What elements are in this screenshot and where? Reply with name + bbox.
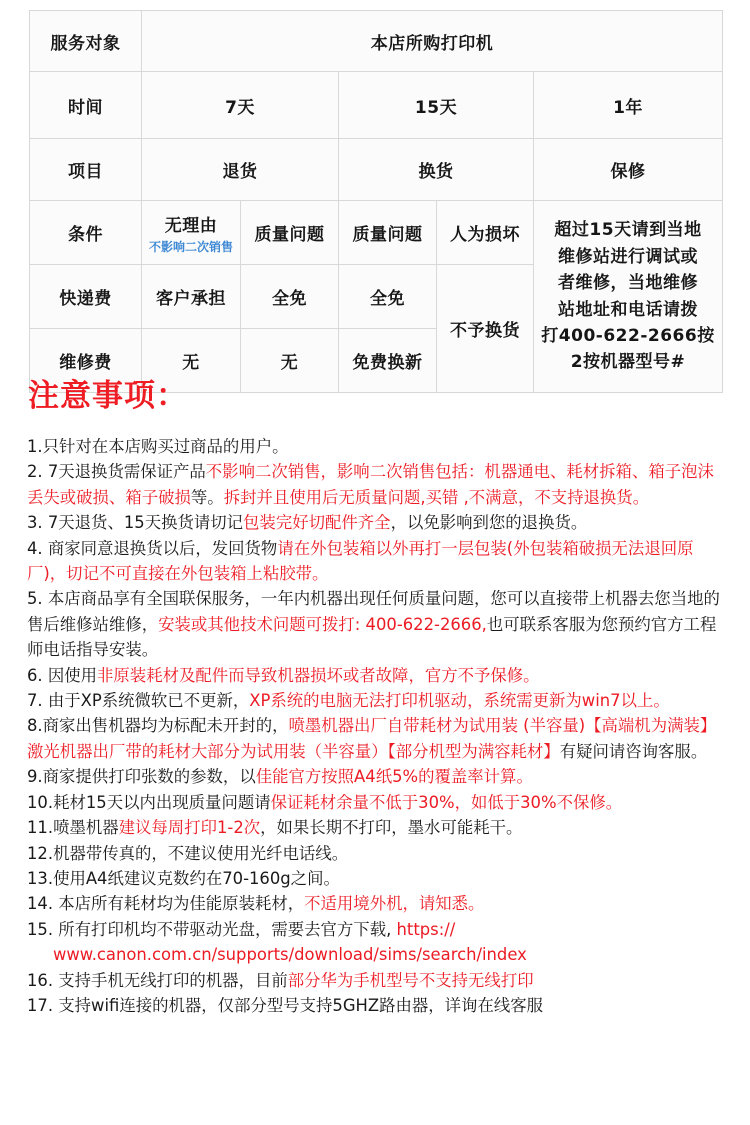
note-text-segment: 9.商家提供打印张数的参数，以 bbox=[27, 767, 256, 787]
note-text-segment: 也可联系客服为您预约官方工程师电话指导安装。 bbox=[27, 614, 717, 660]
notice-heading: 注意事项： bbox=[28, 378, 188, 414]
note-text-segment: ，如果长期不打印，墨水可能耗干。 bbox=[260, 818, 523, 838]
note-text-segment: 14. 本店所有耗材均为佳能原装耗材， bbox=[27, 894, 305, 914]
cell-time-1year: 1年 bbox=[534, 72, 723, 139]
note-text-segment: 建议每周打印1-2次 bbox=[118, 818, 261, 838]
note-text-segment: 17. 支持wifi连接的机器，仅部分型号支持5GHZ路由器，详询在线客服 bbox=[27, 995, 544, 1015]
table-row bbox=[30, 139, 723, 201]
note-text-segment: 7. 由于XP系统微软已不更新， bbox=[27, 691, 250, 711]
row-label-shipping-fee: 快递费 bbox=[30, 265, 142, 329]
note-3 bbox=[27, 510, 727, 535]
note-text-segment: 13.使用A4纸建议克数约在70-160g之间。 bbox=[27, 868, 340, 888]
note-text-segment: 4. 商家同意退换货以后，发回货物 bbox=[27, 538, 278, 558]
cell-warranty-instructions bbox=[534, 201, 723, 393]
cell-shipping-free-1: 全免 bbox=[241, 265, 339, 329]
warranty-line: 打400-622-2666按 bbox=[541, 325, 715, 346]
table-row bbox=[30, 201, 723, 265]
note-text-segment: 请在外包装箱以外再打一层包装(外包装箱破损无法退回原厂)，切记不可直接在外包装箱上粘胶带。 bbox=[27, 538, 694, 584]
note-text-segment: 等。 bbox=[190, 487, 224, 507]
note-text-segment: 拆封并且使用后无质量问题,买错 ,不满意，不支持退换货。 bbox=[223, 487, 650, 507]
table-row bbox=[30, 72, 723, 139]
warranty-line: 站地址和电话请拨 bbox=[558, 299, 698, 320]
note-text-segment: 12.机器带传真的，不建议使用光纤电话线。 bbox=[27, 843, 349, 863]
note-text-segment: 5. 本店商品享有全国联保服务，一年内机器出现任何质量问题，您可以直接带上机器去您当地的售后维修站维修， bbox=[27, 589, 720, 634]
note-text-segment: 保证耗材余量不低于30%，如低于30%不保修。 bbox=[270, 792, 623, 812]
cell-repair-free-replace: 免费换新 bbox=[339, 329, 437, 393]
note-text-segment: 喷墨机器出厂自带耗材为试用装 (半容量)【高端机为满装】激光机器出厂带的耗材大部分为试用装（半容量）【部分机型为满容耗材】 bbox=[27, 716, 717, 761]
note-6 bbox=[27, 663, 727, 688]
condition-no-reason-main: 无理由 bbox=[164, 215, 218, 236]
note-text-segment: 非原装耗材及配件而导致机器损坏或者故障，官方不予保修。 bbox=[97, 665, 540, 685]
cell-condition-human-damage: 人为损坏 bbox=[437, 201, 534, 265]
note-text-segment: https:// bbox=[396, 919, 456, 939]
note-text-segment: www.canon.com.cn/supports/download/sims/search/index bbox=[53, 945, 527, 965]
note-text-segment: 部分华为手机型号不支持无线打印 bbox=[287, 970, 534, 990]
note-text-segment: 3. 7天退货、15天换货请切记 bbox=[27, 513, 244, 533]
note-12 bbox=[27, 841, 727, 866]
warranty-line: 超过15天请到当地 bbox=[554, 220, 702, 241]
note-16 bbox=[27, 968, 727, 993]
cell-condition-quality-exchange: 质量问题 bbox=[339, 201, 437, 265]
note-text-segment: 8.商家出售机器均为标配未开封的， bbox=[27, 716, 289, 736]
note-text-segment: 11.喷墨机器 bbox=[27, 818, 119, 838]
table-row bbox=[30, 11, 723, 72]
note-text-segment: 佳能官方按照A4纸5%的覆盖率计算。 bbox=[255, 767, 533, 787]
note-text-segment: 16. 支持手机无线打印的机器，目前 bbox=[27, 970, 288, 990]
cell-time-7days: 7天 bbox=[142, 72, 339, 139]
note-text-segment: 有疑问请咨询客服。 bbox=[559, 741, 708, 761]
note-text-segment: 2. 7天退换货需保证产品 bbox=[27, 462, 206, 482]
cell-condition-quality-return: 质量问题 bbox=[241, 201, 339, 265]
cell-repair-none-2: 无 bbox=[241, 329, 339, 393]
warranty-line: 维修站进行调试或 bbox=[558, 246, 698, 267]
note-10 bbox=[27, 790, 727, 815]
cell-repair-none-1: 无 bbox=[142, 329, 241, 393]
policy-table-container bbox=[29, 10, 722, 393]
warranty-line: 者维修，当地维修 bbox=[558, 273, 698, 294]
note-5 bbox=[27, 586, 727, 662]
note-8 bbox=[27, 713, 727, 764]
cell-item-exchange: 换货 bbox=[339, 139, 534, 201]
notice-list bbox=[27, 434, 727, 1018]
note-text-segment: ，以免影响到您的退换货。 bbox=[390, 513, 588, 533]
note-text-segment: 6. 因使用 bbox=[27, 665, 98, 685]
row-label-time: 时间 bbox=[30, 72, 142, 139]
note-15 bbox=[27, 917, 727, 968]
note-17 bbox=[27, 993, 727, 1018]
note-text-segment: 安装或其他技术问题可拨打: 400-622-2666, bbox=[158, 614, 487, 634]
cell-shipping-customer-pays: 客户承担 bbox=[142, 265, 241, 329]
row-label-item: 项目 bbox=[30, 139, 142, 201]
note-11 bbox=[27, 815, 727, 840]
cell-no-exchange: 不予换货 bbox=[437, 265, 534, 393]
cell-shipping-free-2: 全免 bbox=[339, 265, 437, 329]
note-1 bbox=[27, 434, 727, 459]
note-text-segment: 不影响二次销售，影响二次销售包括：机器通电、耗材拆箱、箱子泡沫丢失或破损、箱子破损 bbox=[27, 462, 714, 507]
note-text-segment: 10.耗材15天以内出现质量问题请 bbox=[27, 792, 271, 812]
cell-service-target-value: 本店所购打印机 bbox=[142, 11, 723, 72]
row-label-condition: 条件 bbox=[30, 201, 142, 265]
cell-condition-no-reason bbox=[142, 201, 241, 265]
note-text-segment: 15. 所有打印机均不带驱动光盘，需要去官方下载, bbox=[27, 919, 397, 939]
cell-item-warranty: 保修 bbox=[534, 139, 723, 201]
note-9 bbox=[27, 764, 727, 789]
condition-no-reason-note: 不影响二次销售 bbox=[148, 239, 233, 254]
note-text-segment: XP系统的电脑无法打印机驱动，系统需更新为win7以上。 bbox=[249, 691, 670, 711]
cell-item-return: 退货 bbox=[142, 139, 339, 201]
note-7 bbox=[27, 688, 727, 713]
row-label-repair-fee: 维修费 bbox=[30, 329, 142, 393]
note-4 bbox=[27, 536, 727, 587]
row-label-service-target: 服务对象 bbox=[30, 11, 142, 72]
note-14 bbox=[27, 891, 727, 916]
note-2 bbox=[27, 459, 727, 510]
note-text-segment: 包装完好切配件齐全 bbox=[243, 513, 391, 533]
note-text-segment: 1.只针对在本店购买过商品的用户。 bbox=[27, 437, 289, 456]
warranty-line: 2按机器型号# bbox=[570, 352, 686, 373]
note-13 bbox=[27, 866, 727, 891]
after-sales-policy-table bbox=[29, 10, 723, 393]
cell-time-15days: 15天 bbox=[339, 72, 534, 139]
note-text-segment: 不适用境外机，请知悉。 bbox=[304, 894, 485, 914]
